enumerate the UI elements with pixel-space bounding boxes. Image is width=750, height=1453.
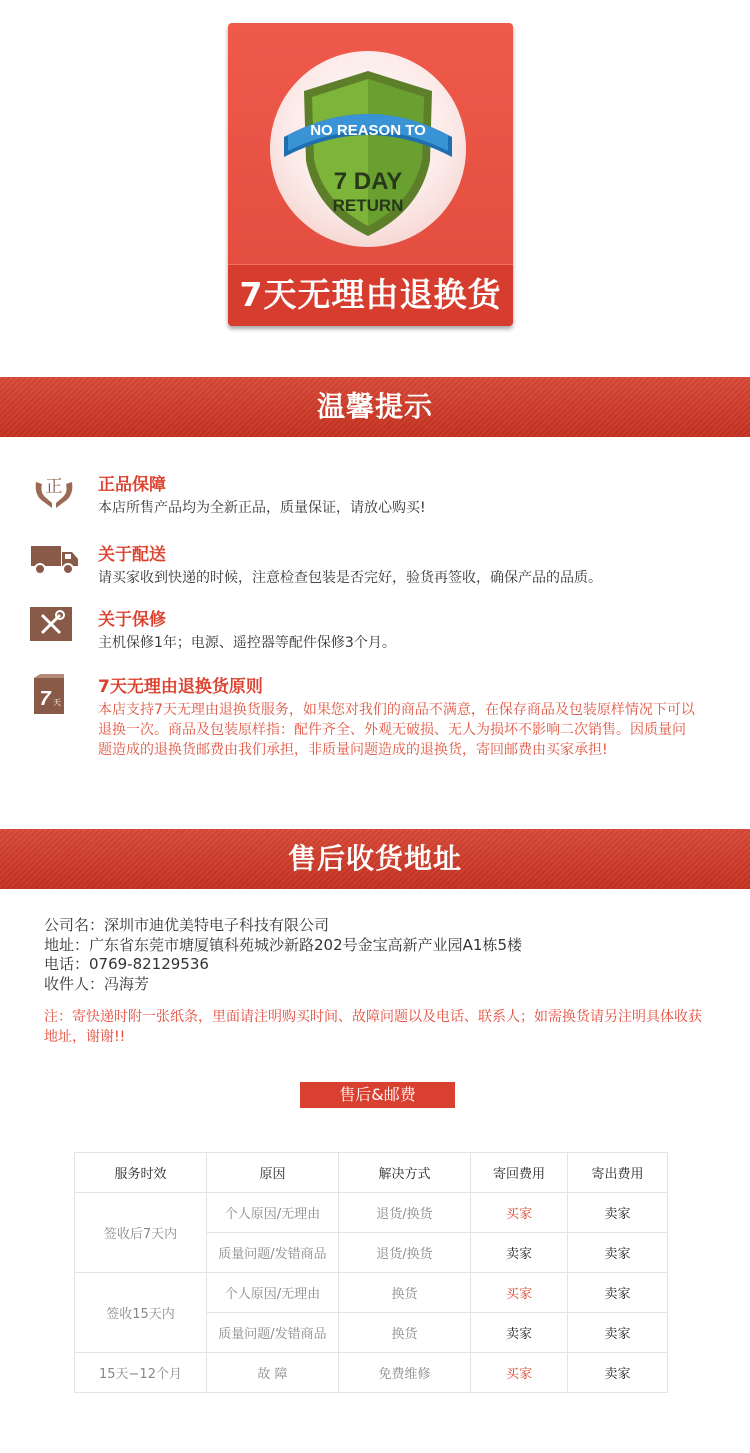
receiver-line: 收件人：冯海芳 [44, 974, 150, 993]
shipping-note: 注：寄快递时附一张纸条，里面请注明购买时间、故障问题以及电话、联系人；如需换货请另注明具体收获地址，谢谢!! [44, 1009, 702, 1045]
period-cell: 签收15天内 [75, 1273, 207, 1353]
tip-text: 主机保修1年；电源、遥控器等配件保修3个月。 [98, 635, 396, 651]
tip-title: 关于配送 [98, 545, 166, 565]
section-banner-address: 售后收货地址 [0, 829, 750, 889]
solution-cell: 换货 [339, 1273, 471, 1313]
solution-cell: 免费维修 [339, 1353, 471, 1393]
header-send-fee: 寄出费用 [568, 1153, 668, 1193]
solution-cell: 换货 [339, 1313, 471, 1353]
header-period: 服务时效 [75, 1153, 207, 1193]
tip-text: 本店支持7天无理由退换货服务，如果您对我们的商品不满意，在保存商品及包装原样情况下可以退换一次。商品及包装原样指：配件齐全、外观无破损、无人为损坏不影响二次销售。因质量问题造成的退换货邮费由我们承担，非质量问题造成的退换货，寄回邮费由买家承担! [98, 702, 695, 758]
truck-icon [30, 542, 80, 580]
svg-text:RETURN: RETURN [332, 196, 404, 215]
period-cell: 签收后7天内 [75, 1193, 207, 1273]
company-name: 公司名：深圳市迪优美特电子科技有限公司 [44, 916, 330, 934]
send-fee-cell: 卖家 [568, 1233, 668, 1273]
shield-icon [270, 51, 466, 247]
phone-line: 电话：0769-82129536 [44, 955, 209, 973]
badge-caption: 7天无理由退换货 [228, 264, 513, 326]
tip-title: 关于保修 [98, 610, 166, 630]
return-fee-cell: 买家 [471, 1193, 568, 1233]
svg-text:7 DAY: 7 DAY [333, 168, 403, 195]
tip-text: 本店所售产品均为全新正品，质量保证，请放心购买! [98, 500, 426, 516]
send-fee-cell: 卖家 [568, 1273, 668, 1313]
calendar-7-icon [30, 674, 68, 720]
seven-day-return-badge [228, 23, 513, 326]
table-row [75, 1353, 668, 1393]
table-header-row [75, 1153, 668, 1193]
period-cell: 15天−12个月 [75, 1353, 207, 1393]
reason-cell: 个人原因/无理由 [207, 1193, 339, 1233]
tools-icon [30, 607, 72, 645]
svg-text:NO REASON TO: NO REASON TO [310, 122, 426, 139]
svg-text:7: 7 [39, 688, 51, 710]
return-fee-cell: 卖家 [471, 1313, 568, 1353]
send-fee-cell: 卖家 [568, 1353, 668, 1393]
address-line: 地址：广东省东莞市塘厦镇科苑城沙新路202号金宝高新产业园A1栋5楼 [44, 935, 522, 954]
header-return-fee: 寄回费用 [471, 1153, 568, 1193]
after-sales-fee-table [74, 1152, 668, 1393]
address-block [44, 916, 724, 994]
solution-cell: 退货/换货 [339, 1233, 471, 1273]
send-fee-cell: 卖家 [568, 1313, 668, 1353]
return-fee-cell: 买家 [471, 1273, 568, 1313]
return-fee-cell: 卖家 [471, 1233, 568, 1273]
section-banner-tips: 温馨提示 [0, 377, 750, 437]
hands-genuine-icon [30, 470, 78, 514]
reason-cell: 质量问题/发错商品 [207, 1313, 339, 1353]
solution-cell: 退货/换货 [339, 1193, 471, 1233]
fee-section-label: 售后&邮费 [300, 1082, 455, 1108]
tip-title: 7天无理由退换货原则 [98, 677, 263, 697]
header-reason: 原因 [207, 1153, 339, 1193]
tip-text: 请买家收到快递的时候，注意检查包装是否完好，验货再签收，确保产品的品质。 [98, 570, 602, 586]
return-fee-cell: 买家 [471, 1353, 568, 1393]
tip-title: 正品保障 [98, 475, 166, 495]
header-solution: 解决方式 [339, 1153, 471, 1193]
reason-cell: 质量问题/发错商品 [207, 1233, 339, 1273]
table-row [75, 1273, 668, 1313]
reason-cell: 个人原因/无理由 [207, 1273, 339, 1313]
table-row [75, 1193, 668, 1233]
svg-text:正: 正 [45, 477, 63, 497]
reason-cell: 故 障 [207, 1353, 339, 1393]
svg-text:天: 天 [53, 698, 61, 707]
send-fee-cell: 卖家 [568, 1193, 668, 1233]
badge-emblem [270, 51, 466, 247]
